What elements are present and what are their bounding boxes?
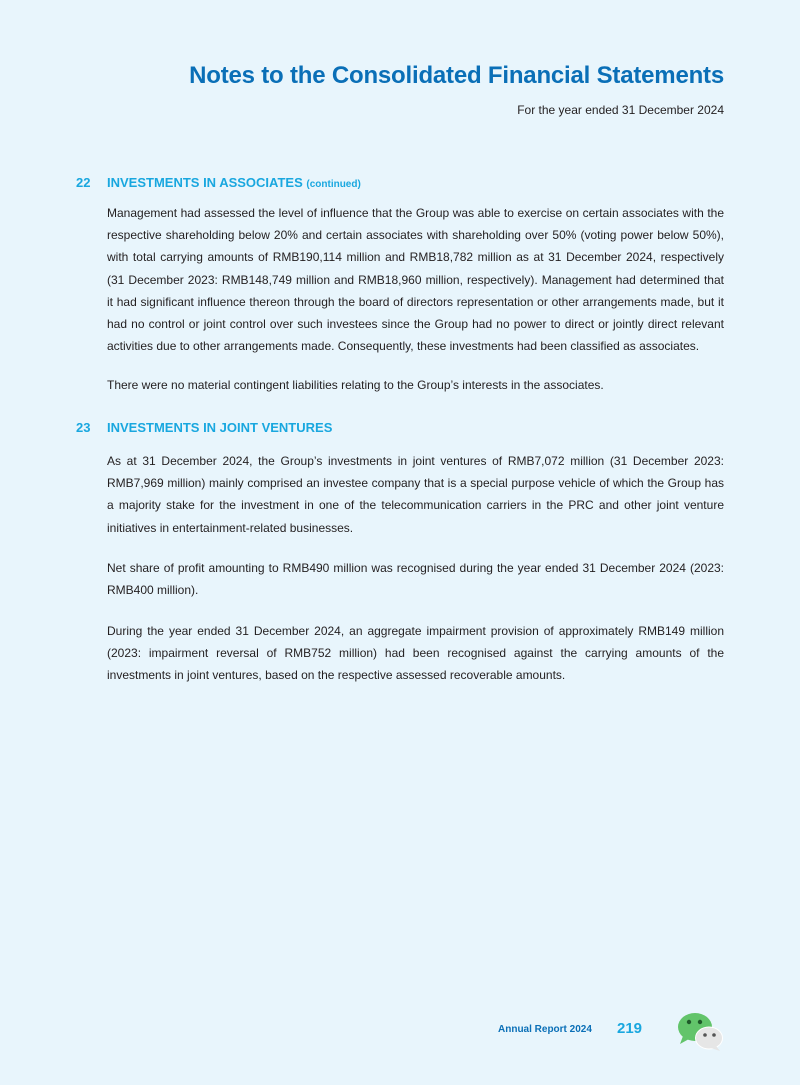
section-23-paragraph-2: Net share of profit amounting to RMB490 million was recognised during the year ended 31 December 2024 (2023: RMB400 million).	[107, 561, 724, 598]
section-22-paragraph-1: Management had assessed the level of influence that the Group was able to exercise on certain associates with the respective shareholding below 20% and certain associates with shareholding over 50% (voting power below 50%), with total carrying amounts of RMB190,114 million and RMB18,782 million as at 31 December 2024, respectively (31 December 2023: RMB148,749 million and RMB18,960 million, respectively). Management had determined that it had significant influence thereon through the board of directors representation or other arrangements made, but it had no control or joint control over such investees since the Group had no power to direct or jointly direct relevant activities due to other arrangements made. Consequently, these investments had been classified as associates.	[107, 206, 724, 354]
section-22-paragraph-2: There were no material contingent liabilities relating to the Group’s interests in the associates.	[107, 378, 604, 392]
wechat-logo-icon	[675, 1010, 725, 1052]
section-title	[107, 175, 361, 190]
section-title-text: INVESTMENTS IN ASSOCIATES	[107, 175, 303, 190]
footer-report-label: Annual Report 2024	[498, 1024, 592, 1035]
section-title: INVESTMENTS IN JOINT VENTURES	[107, 420, 333, 435]
page-subtitle: For the year ended 31 December 2024	[517, 103, 724, 117]
section-title-suffix: (continued)	[306, 179, 361, 190]
section-number: 22	[76, 175, 91, 190]
section-number: 23	[76, 420, 91, 435]
page-title: Notes to the Consolidated Financial Statements	[189, 62, 724, 89]
section-23-paragraph-1: As at 31 December 2024, the Group’s investments in joint ventures of RMB7,072 million (31 December 2023: RMB7,969 million) mainly comprised an investee company that is a special purpose vehicle of which the Group has a majority stake for the investment in one of the telecommunication carriers in the PRC and other joint venture initiatives in entertainment-related businesses.	[107, 454, 724, 535]
page-number: 219	[617, 1020, 643, 1037]
section-23-paragraph-3: During the year ended 31 December 2024, an aggregate impairment provision of approximately RMB149 million (2023: impairment reversal of RMB752 million) had been recognised against the carrying amounts of the investments in joint ventures, based on the respective assessed recoverable amounts.	[107, 624, 724, 683]
